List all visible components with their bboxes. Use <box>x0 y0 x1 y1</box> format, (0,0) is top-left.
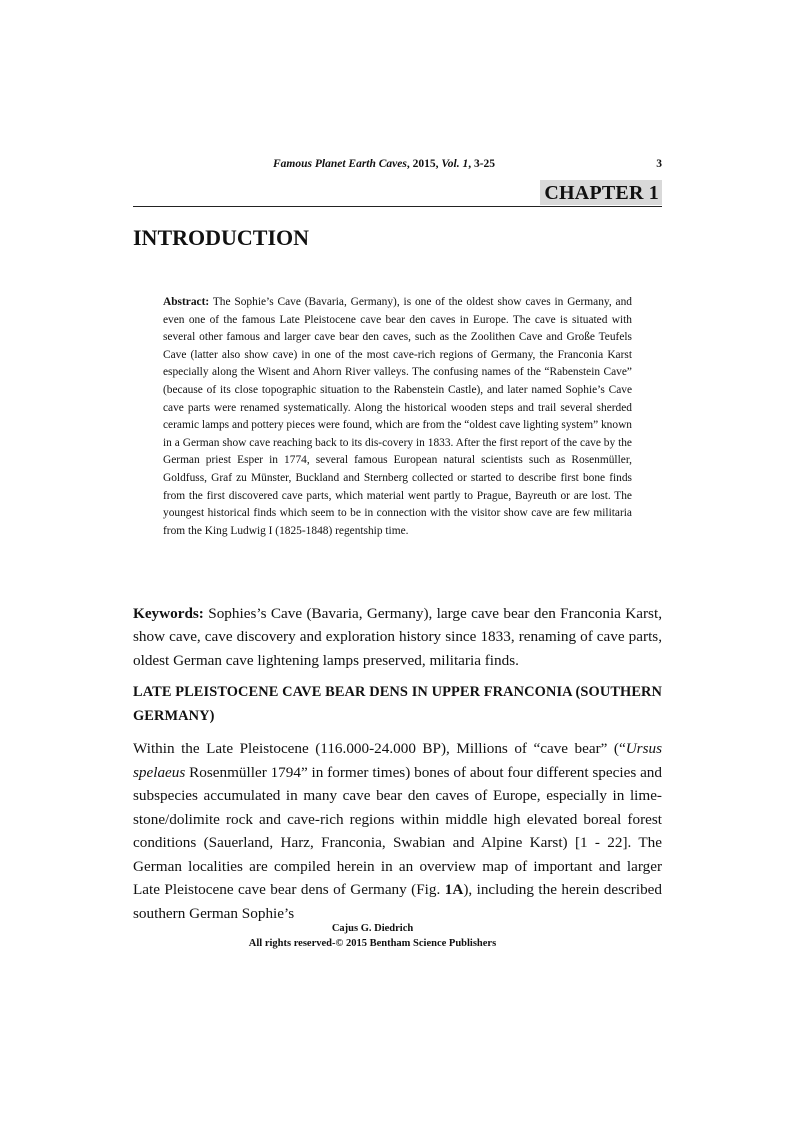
footer-author: Cajus G. Diedrich <box>331 923 414 934</box>
keywords <box>133 602 662 672</box>
journal-pages: , 3-25 <box>468 158 496 170</box>
journal-volume: Vol. 1 <box>441 158 469 170</box>
body-text-part3: ), including the herein described southern German Sophie’s <box>133 881 662 922</box>
keywords-text: Sophies’s Cave (Bavaria, Germany), large cave bear den Franconia Karst, show cave, cave discovery and exploration history since 1833, renaming of cave parts, oldest German cave lightening lamps preserved, militaria finds. <box>133 605 662 669</box>
body-text-part1: Within the Late Pleistocene (116.000-24.000 BP), Millions of “cave bear” (“ <box>133 740 626 757</box>
journal-year: , 2015, <box>406 158 442 170</box>
species-name: Ursus spelaeus <box>133 740 662 781</box>
keywords-label: Keywords: <box>133 605 204 622</box>
figure-reference: 1A <box>444 881 464 898</box>
journal-citation <box>273 157 495 171</box>
abstract-text: The Sophie’s Cave (Bavaria, Germany), is one of the oldest show caves in Germany, and even one of the famous Late Pleistocene cave bear den caves in Europe. The cave is situated with several other famous and larger cave bear den caves, such as the Zoolithen Cave and Große Teufels Cave (latter also show cave) in one of the most cave-rich regions of Germany, the Franconia Karst especially along the Wisent and Ahorn River valleys. The confusing names of the “Rabenstein Cave” (because of its close topographic situation to the Rabenstein Castle), and later named Sophie’s Cave cave parts were renamed systematically. Along the historical wooden steps and trail several sherded ceramic lamps and pottery pieces were found, which are from the “oldest cave lighting system” known in a German show cave reaching back to its dis-covery in 1833. After the first report of the cave by the German priest Esper in 1774, several famous European natural scientists such as Rosenmüller, Goldfuss, Graf zu Münster, Buckland and Sternberg collected or started to describe first bone finds from the first discovered cave parts, which material went partly to Prague, Bayreuth or are lost. The youngest historical finds which seem to be in connection with the visitor show cave are few militaria from the King Ludwig I (1825-1848) regentship time. <box>163 296 632 537</box>
page-title: INTRODUCTION <box>133 225 310 250</box>
header-divider <box>133 206 662 207</box>
body-paragraph <box>133 737 662 925</box>
abstract <box>163 294 632 540</box>
footer-copyright: All rights reserved-© 2015 Bentham Science Publishers <box>248 938 497 949</box>
abstract-label: Abstract: <box>163 296 210 308</box>
chapter-label: CHAPTER 1 <box>540 180 662 205</box>
page-footer <box>133 921 662 951</box>
body-text-part2: Rosenmüller 1794” in former times) bones of about four different species and subspecies accumulated in many cave bear den caves of Europe, especially in lime-stone/dolimite rock and cave-rich regions within middle high elevated boreal forest conditions (Sauerland, Harz, Franconia, Swabian and Alpine Karst) [1 - 22]. The German localities are compiled herein in an overview map of important and larger Late Pleistocene cave bear dens of Germany (Fig. <box>133 763 662 898</box>
section-heading: LATE PLEISTOCENE CAVE BEAR DENS IN UPPER FRANCONIA (SOUTHERN GERMANY) <box>133 684 662 724</box>
page-number: 3 <box>656 158 662 170</box>
journal-title: Famous Planet Earth Caves <box>273 158 407 170</box>
